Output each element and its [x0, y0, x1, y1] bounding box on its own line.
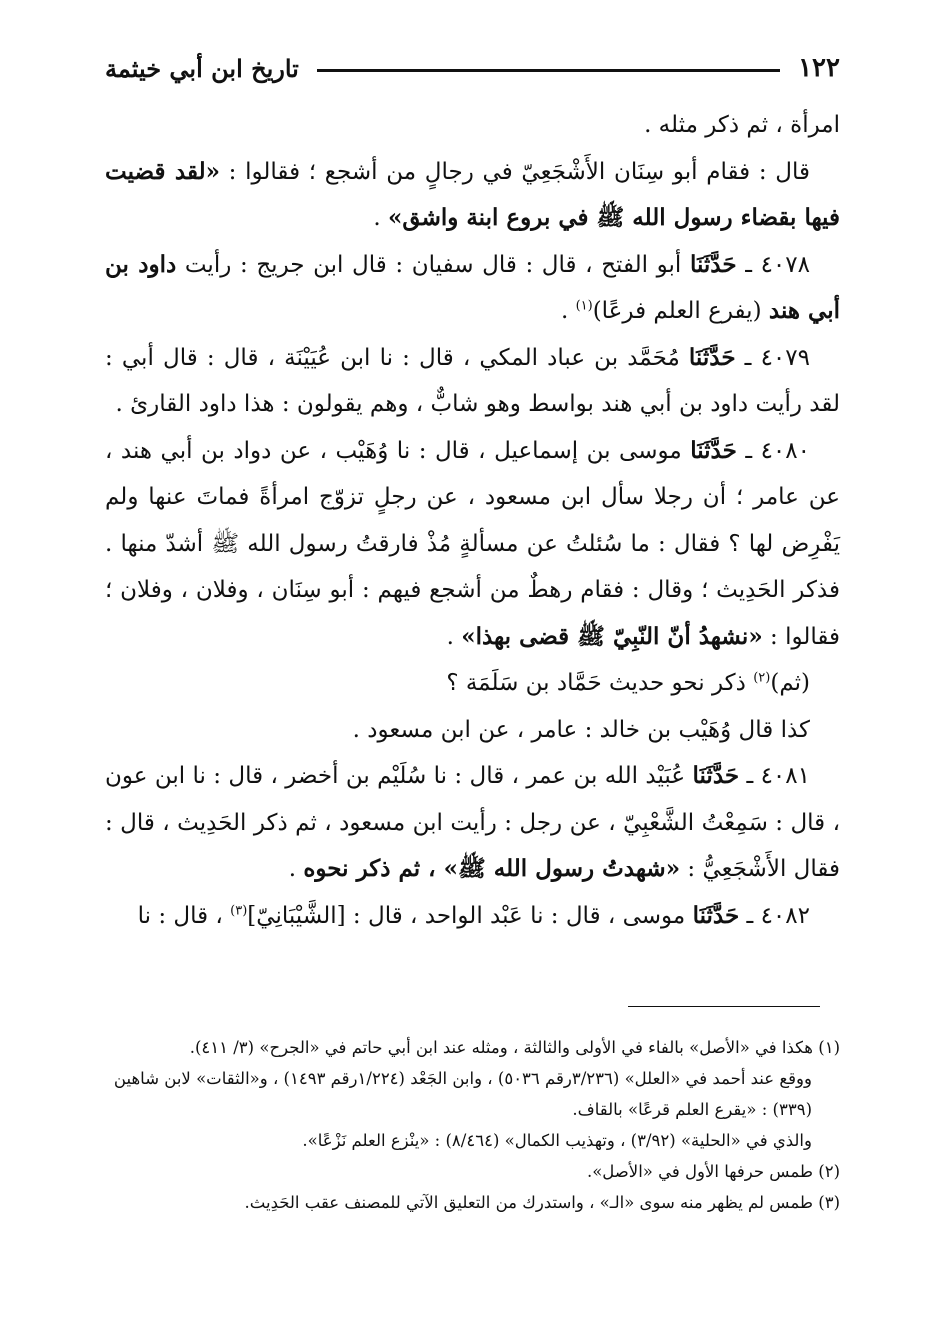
- main-text: [105, 102, 840, 939]
- haddathana-word: حَدَّثَنَا: [692, 762, 740, 789]
- haddathana-word: حَدَّثَنَا: [690, 436, 737, 464]
- footnotes: [105, 1032, 840, 1218]
- text-line-continuation: امرأة ، ثم ذكر مثله .: [644, 112, 840, 138]
- narrator-bold: داود بن أبي هند: [105, 250, 840, 324]
- header-rule: [317, 69, 780, 72]
- footnote-2: (٢) طمس حرفها الأول في «الأصل».: [586, 1162, 840, 1181]
- paragraph-thumma: (ثم)$^{(٢)}$ ذكر نحو حديث حَمَّاد بن سَلَمَة ؟: [446, 670, 810, 696]
- quote-bold: «نشهدُ أنّ النّبِيّ ﷺ قضى بهذا»: [461, 622, 763, 650]
- footnote-ref-1: (١): [575, 298, 593, 314]
- page-number: ١٢٢: [798, 53, 840, 83]
- footnote-1-continuation: والذي في «الحلية» (٣/٩٢) ، وتهذيب الكمال» (٨/٤٦٤) : «ينْزع العلم نَزْعًا».: [302, 1131, 812, 1150]
- footnote-ref-2: (٢): [753, 670, 771, 686]
- haddathana-word: حَدَّثَنَا: [688, 343, 736, 371]
- hadith-4081: ٤٠٨١ ـ حَدَّثَنَا عُبَيْد الله بن عمر ، قال : نا سُلَيْم بن أخضر ، قال : نا ابن عون ، قال : سَمِعْتُ الشَّعْبِيّ ، عن رجل : رأيت ابن مسعود ، ثم ذكر الحَدِيث ، قال : فقال الأَشْجَعِيُّ : «شهدتُ رسول الله ﷺ» ، ثم ذكر نحوه .: [105, 762, 840, 882]
- paragraph-kadha: كذا قال وُهَيْب بن خالد : عامر ، عن ابن مسعود .: [352, 716, 810, 743]
- footnote-1: (١) هكذا في «الأصل» بالفاء في الأولى والثالثة ، ومثله عند ابن أبي حاتم في «الجرح» (٣/ ٤١١).: [189, 1038, 840, 1057]
- quote-bold: «لقد قضيت فيها بقضاء رسول الله ﷺ في بروع ابنة واشق»: [105, 157, 840, 231]
- footnote-3: (٣) طمس لم يظهر منه سوى «الـ» ، واستدرك من التعليق الآتي للمصنف عقب الحَدِيث.: [244, 1193, 840, 1212]
- hadith-4080: ٤٠٨٠ ـ حَدَّثَنَا موسى بن إسماعيل ، قال : نا وُهَيْب ، عن دواد بن أبي هند ، عن عامر ؛ أن رجلا سأل ابن مسعود ، عن رجلٍ تزوّج امرأةً فماتَ عنها ولم يَفْرِض لها ؟ فقال : ما سُئلتُ عن مسألةٍ مُذْ فارقتُ رسول الله ﷺ أشدّ منها . فذكر الحَدِيث ؛ وقال : فقام رهطٌ من أشجع فيهم : أبو سِنَان ، وفلان ، وفلان ؛ فقالوا : «نشهدُ أنّ النّبِيّ ﷺ قضى بهذا» .: [105, 436, 840, 650]
- hadith-4078: ٤٠٧٨ ـ حَدَّثَنَا أبو الفتح ، قال : قال سفيان : قال ابن جريج : رأيت داود بن أبي هند (يفرع العلم فرعًا)$^{(١)}$ .: [105, 250, 840, 324]
- paragraph-qala: قال : فقام أبو سِنَان الأَشْجَعِيّ في رجالٍ من أشجع ؛ فقالوا : «لقد قضيت فيها بقضاء رسول الله ﷺ في بروع ابنة واشق» .: [105, 157, 840, 231]
- hadith-4079: ٤٠٧٩ ـ حَدَّثَنَا مُحَمَّد بن عباد المكي ، قال : نا ابن عُيَيْنَة ، قال : قال أبي : لقد رأيت داود بن أبي هند بواسط وهو شابٌّ ، وهم يقولون : هذا داود القارئ .: [105, 343, 840, 417]
- book-title: تاريخ ابن أبي خيثمة: [105, 53, 299, 83]
- footnote-1-continuation: ووقع عند أحمد في «العلل» (٣/٢٣٦رقم ٥٠٣٦) ، وابن الجَعْد (١/٢٢٤رقم ١٤٩٣) ، و«الثقات» لابن شاهين (٣٣٩) : «يقرع العلم قرعًا» بالقاف.: [113, 1069, 812, 1119]
- haddathana-word: حَدَّثَنَا: [692, 901, 740, 929]
- quote-bold: «شهدتُ رسول الله ﷺ» ، ثم ذكر نحوه: [303, 855, 681, 882]
- footnote-separator: [628, 1006, 820, 1007]
- haddathana-word: حَدَّثَنَا: [689, 250, 737, 278]
- footnote-ref-3: (٣): [230, 902, 248, 918]
- running-header: [105, 48, 840, 88]
- hadith-4082: ٤٠٨٢ ـ حَدَّثَنَا موسى ، قال : نا عَبْد الواحد ، قال : [الشَّيْبَانِيّ]$^{(٣)}$ ، قال : نا: [137, 901, 810, 929]
